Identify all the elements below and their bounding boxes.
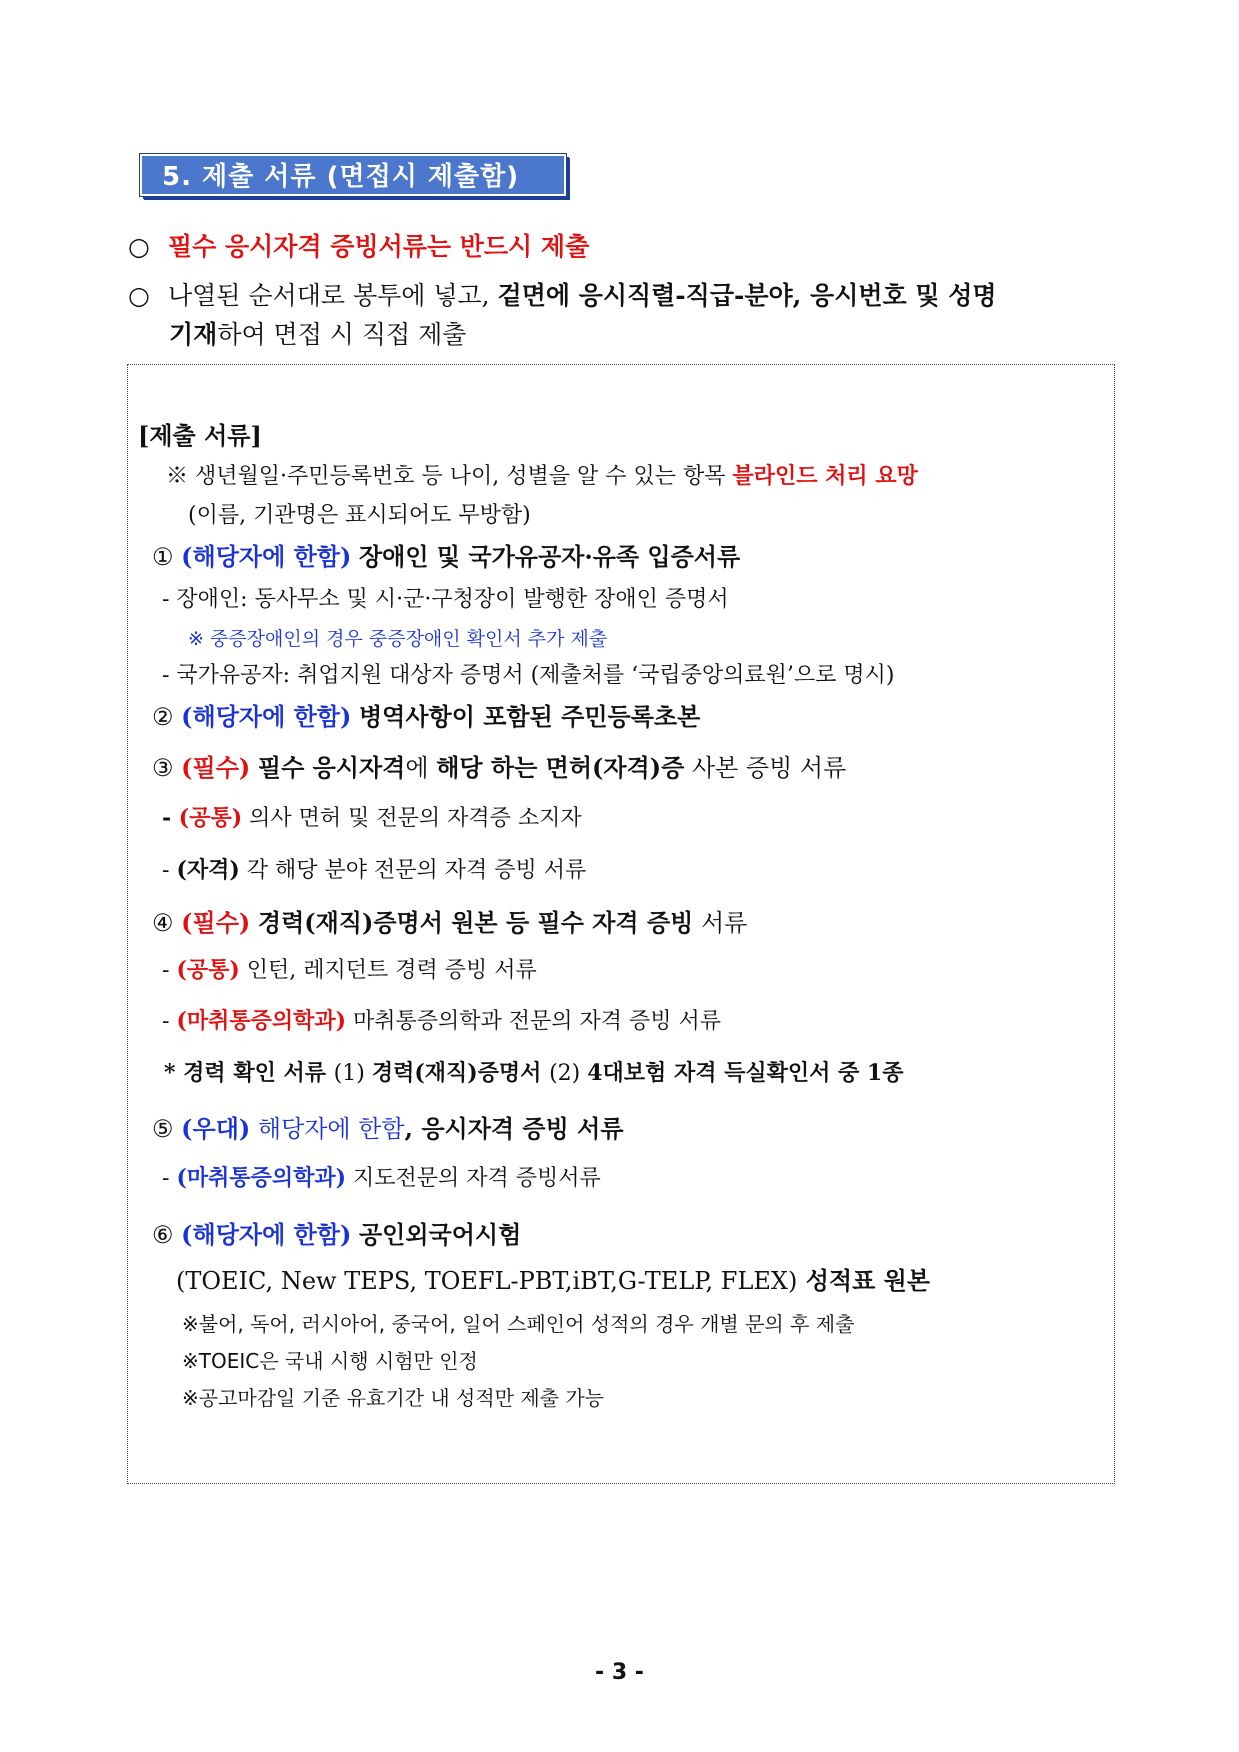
sub-text: 의사 면허 및 전문의 자격증 소지자 — [242, 806, 582, 831]
blind-notice-highlight: 블라인드 처리 요망 — [732, 463, 918, 489]
item-6-note-1: ※불어, 독어, 러시아어, 중국어, 일어 스페인어 성적의 경우 개별 문의 후 제출 — [182, 1312, 855, 1336]
item-title: 장애인 및 국가유공자·유족 입증서류 — [358, 542, 741, 571]
item-title-d: 사본 증빙 서류 — [684, 754, 847, 782]
item-number: ① — [152, 543, 174, 571]
bullet-order-continued — [169, 318, 466, 352]
item-1-note: ※ 중증장애인의 경우 중증장애인 확인서 추가 제출 — [188, 628, 608, 650]
item-2 — [152, 697, 700, 732]
sub-text: 인턴, 레지던트 경력 증빙 서류 — [239, 958, 537, 983]
item-5 — [152, 1109, 624, 1144]
sub-text: 마취통증의학과 전문의 자격 증빙 서류 — [346, 1009, 722, 1034]
item-tag: (해당자에 한함) — [181, 542, 352, 571]
item-tag: (필수) — [181, 753, 251, 782]
item-3-sub-common — [162, 801, 582, 832]
career-note-d: (2) — [549, 1061, 588, 1086]
page-number: - 3 - — [595, 1660, 644, 1685]
item-3-sub-qualification — [162, 853, 586, 884]
item-number: ⑤ — [152, 1115, 174, 1143]
item-number: ⑥ — [152, 1221, 174, 1249]
exam-original: 성적표 원본 — [797, 1266, 931, 1295]
item-tag: (필수) — [181, 908, 251, 937]
item-title: 경력(재직)증명서 원본 등 필수 자격 증빙 — [257, 908, 694, 937]
sub-dash: - — [162, 858, 177, 883]
item-title-a: 필수 응시자격 — [257, 753, 406, 782]
item-title-c: 해당 하는 면허(자격)증 — [436, 753, 685, 782]
career-note-b: (1) — [333, 1061, 372, 1086]
item-3 — [152, 748, 846, 783]
bullet-order-text-c: 기재 — [169, 320, 218, 349]
blind-notice-text: ※ 생년월일·주민등록번호 등 나이, 성별을 알 수 있는 항목 — [166, 464, 733, 489]
sub-dash: - — [162, 1009, 177, 1034]
item-number: ④ — [152, 909, 174, 937]
blind-notice — [166, 459, 918, 490]
sub-text: 각 해당 분야 전문의 자격 증빙 서류 — [239, 858, 587, 883]
item-title: 병역사항이 포함된 주민등록초본 — [358, 702, 701, 731]
blind-notice-sub: (이름, 기관명은 표시되어도 무방함) — [188, 503, 531, 528]
document-list-box — [127, 364, 1115, 1484]
bullet-required — [128, 230, 589, 264]
sub-tag: (마취통증의학과) — [176, 1165, 347, 1191]
sub-dash: - — [162, 1166, 177, 1191]
sub-dash: - — [162, 805, 179, 831]
item-6-note-3: ※공고마감일 기준 유효기간 내 성적만 제출 가능 — [182, 1386, 604, 1410]
sub-dash: - — [162, 958, 177, 983]
item-number: ③ — [152, 754, 174, 782]
item-tag: (해당자에 한함) — [181, 702, 352, 731]
sub-text: 지도전문의 자격 증빙서류 — [346, 1166, 601, 1191]
item-1-sub-veteran: - 국가유공자: 취업지원 대상자 증명서 (제출처를 ‘국립중앙의료원’으로 명시) — [162, 663, 895, 688]
career-note-e: 4대보험 자격 득실확인서 중 1종 — [587, 1060, 904, 1086]
item-1-sub-disabled: - 장애인: 동사무소 및 시·군·구청장이 발행한 장애인 증명서 — [162, 587, 729, 612]
item-1 — [152, 537, 740, 572]
item-number: ② — [152, 703, 174, 731]
bullet-order-text-a: 나열된 순서대로 봉투에 넣고, — [168, 281, 498, 310]
item-4-sub-anesthesiology — [162, 1004, 721, 1035]
item-tag: (해당자에 한함) — [181, 1220, 352, 1249]
item-tag: (우대) — [181, 1114, 251, 1143]
sub-tag: (공통) — [176, 957, 240, 983]
item-4-career-note — [164, 1056, 904, 1087]
item-4 — [152, 903, 747, 938]
item-title: , 응시자격 증빙 서류 — [404, 1114, 624, 1143]
bullet-required-text: 필수 응시자격 증빙서류는 반드시 제출 — [168, 232, 590, 261]
item-title-b: 에 — [405, 754, 437, 782]
exam-list: (TOEIC, New TEPS, TOEFL-PBT,iBT,G-TELP, FLEX) — [176, 1267, 798, 1295]
bullet-order-text-b: 겉면에 응시직렬-직급-분야, 응시번호 및 성명 — [497, 281, 997, 310]
career-note-a: * 경력 확인 서류 — [164, 1060, 334, 1086]
bullet-order-text-d: 하여 면접 시 직접 제출 — [217, 320, 467, 349]
section-title: 5. 제출 서류 (면접시 제출함) — [140, 154, 566, 196]
item-tag-2: 해당자에 한함 — [250, 1115, 405, 1143]
sub-tag: (자격) — [176, 857, 240, 883]
circle-bullet-icon: ○ — [128, 232, 150, 261]
item-5-sub-anesthesiology — [162, 1161, 601, 1192]
item-4-sub-common — [162, 953, 537, 984]
item-title: 공인외국어시험 — [358, 1220, 522, 1249]
career-note-c: 경력(재직)증명서 — [371, 1060, 550, 1086]
sub-tag: (공통) — [178, 805, 243, 831]
box-heading: [제출 서류] — [138, 421, 262, 450]
bullet-order — [128, 279, 997, 313]
item-6-note-2: ※TOEIC은 국내 시행 시험만 인정 — [182, 1349, 478, 1373]
item-6-exams — [176, 1261, 930, 1296]
circle-bullet-icon: ○ — [128, 281, 150, 310]
item-6 — [152, 1215, 521, 1250]
item-title-rest: 서류 — [693, 909, 748, 937]
sub-tag: (마취통증의학과) — [176, 1008, 347, 1034]
